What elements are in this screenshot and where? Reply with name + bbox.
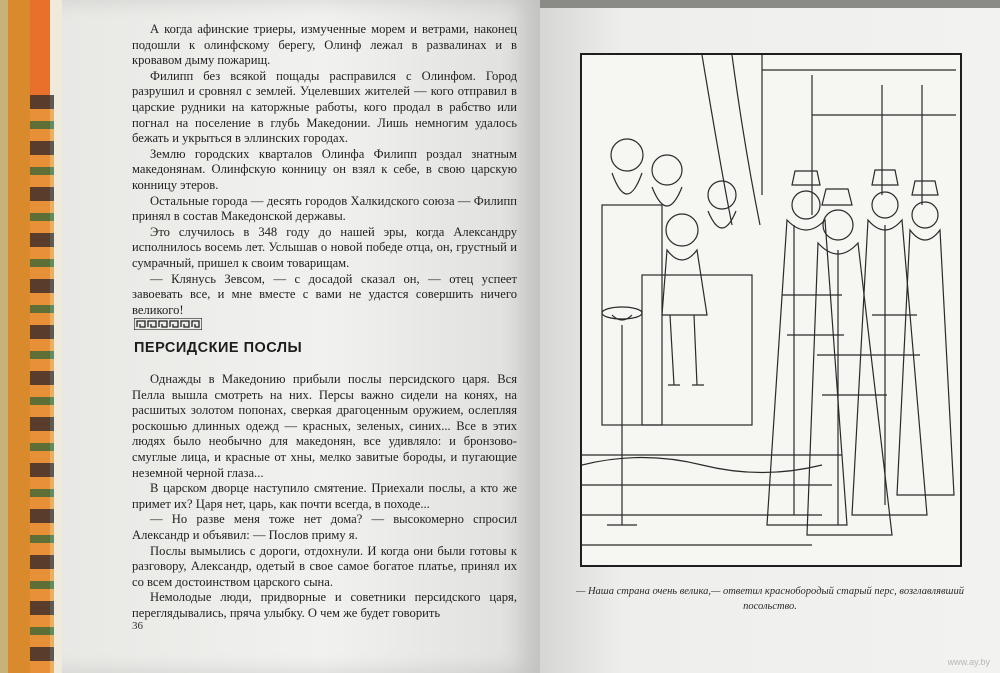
illustration-persian-envoys xyxy=(580,53,962,567)
left-page xyxy=(62,0,540,673)
paragraph: Это случилось в 348 году до нашей эры, когда Александру исполнилось восемь лет. Услышав о новой победе отца, он, грустный и сумрачный, пришел к своим товарищам. xyxy=(132,224,517,270)
section-heading: ПЕРСИДСКИЕ ПОСЛЫ xyxy=(134,340,303,356)
watermark: www.ay.by xyxy=(947,657,990,667)
line-drawing-icon xyxy=(582,55,956,561)
paragraph: А когда афинские триеры, измученные морем и ветрами, наконец подошли к олинфскому берегу, Олинф лежал в развалинах и в кровавом дыму пожарищ. xyxy=(132,22,517,68)
paragraph: — Но разве меня тоже нет дома? — высокомерно спросил Александр и объявил: — Послов приму я. xyxy=(132,512,517,542)
cover-ornament xyxy=(30,95,54,673)
paragraph: Немолодые люди, придворные и советники персидского царя, переглядывались, пряча улыбку. О чем же будет говорить xyxy=(132,590,517,620)
paragraph: — Клянусь Зевсом, — с досадой сказал он, — отец успеет завоевать все, и мне вместе с вами не удастся совершить ничего великого! xyxy=(132,271,517,317)
paragraph: Однажды в Македонию прибыли послы персидского царя. Вся Пелла вышла смотреть на них. Персы важно сидели на конях, на расшитых золотом попонах, сверкая драгоценным оружием, ослепляя роскошью длинных одежд — красных, зеленых, синих... Все в этих людях было необычно для македонян, все удивляло: и бронзово-смуглые лица, и красные от хны, мелко завитые бороды, и пугающие неземной черной глаза... xyxy=(132,372,517,480)
paragraph: Филипп без всякой пощады расправился с Олинфом. Город разрушил и сровнял с землей. Уцелевших жителей — кого отправил в царские рудники на каторжные работы, кого продал в рабство или погнал на поселение в глубь Македонии. Лишь немногим удалось бежать и укрыться в эллинских городах. xyxy=(132,68,517,146)
right-page xyxy=(540,8,1000,673)
paragraph: Землю городских кварталов Олинфа Филипп роздал знатным македонянам. Олинфскую конницу он взял к себе, в свою царскую конницу этеров. xyxy=(132,146,517,192)
book-cover-edge xyxy=(0,0,62,673)
greek-key-ornament-icon xyxy=(134,318,202,330)
paragraph: В царском дворце наступило смятение. Приехали послы, а кто же примет их? Царя нет, царь, как почти всегда, в походе... xyxy=(132,481,517,511)
paragraph: Послы вымылись с дороги, отдохнули. И когда они были готовы к разговору, Александр, одетый в свое самое богатое платье, принял их со всем достоинством царского сына. xyxy=(132,543,517,589)
top-text-block xyxy=(132,22,517,318)
section-text-block xyxy=(132,372,517,622)
paragraph: Остальные города — десять городов Халкидского союза — Филипп принял в состав Македонской державы. xyxy=(132,193,517,224)
page-number: 36 xyxy=(132,620,143,632)
illustration-caption: — Наша страна очень велика,— ответил красноборoдый старый перс, возглавлявший посольство. xyxy=(576,586,964,612)
